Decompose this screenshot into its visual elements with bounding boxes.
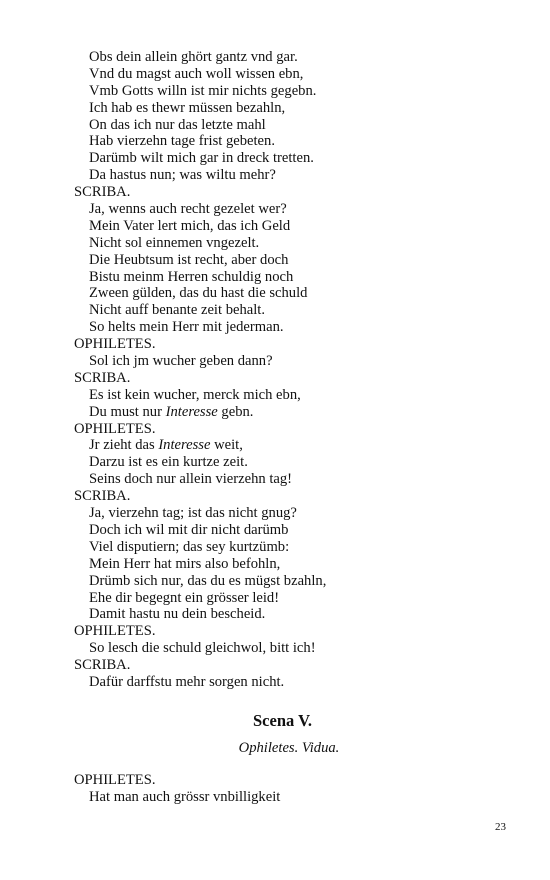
verse-line: So lesch die schuld gleichwol, bitt ich! xyxy=(89,640,316,657)
verse-line: Sol ich jm wucher geben dann? xyxy=(89,353,273,370)
page-number: 23 xyxy=(495,821,506,833)
verse-line: Hat man auch grössr vnbilligkeit xyxy=(89,788,281,805)
verse-line: Seins doch nur allein vierzehn tag! xyxy=(89,471,293,488)
verse-line: Ja, vierzehn tag; ist das nicht gnug? xyxy=(89,505,297,522)
verse-line xyxy=(0,404,550,421)
verse-line: Vmb Gotts willn ist mir nichts gegebn. xyxy=(89,82,317,99)
scene-title: Scena V. xyxy=(253,711,312,730)
scene-persons: Ophiletes. Vidua. xyxy=(238,740,340,756)
verse-line: Es ist kein wucher, merck mich ebn, xyxy=(89,386,301,403)
verse-line: Die Heubtsum ist recht, aber doch xyxy=(89,251,289,268)
verse-line: Darzu ist es ein kurtze zeit. xyxy=(89,454,248,471)
verse-line: Damit hastu nu dein bescheid. xyxy=(89,606,266,623)
verse-line: Da hastus nun; was wiltu mehr? xyxy=(89,167,276,184)
speaker-name: OPHILETES. xyxy=(74,336,156,353)
verse-fragment: weit, xyxy=(210,437,243,454)
dialogue-section xyxy=(0,49,550,691)
verse-line: Vnd du magst auch woll wissen ebn, xyxy=(89,65,304,82)
verse-line: Doch ich wil mit dir nicht darümb xyxy=(89,521,289,538)
verse-fragment: Jr zieht das xyxy=(89,437,159,454)
speaker-name: OPHILETES. xyxy=(74,623,156,640)
verse-line: So helts mein Herr mit jederman. xyxy=(89,319,284,336)
verse-line: Hab vierzehn tage frist gebeten. xyxy=(89,133,275,150)
speaker-name: OPHILETES. xyxy=(74,420,156,437)
speaker-name: OPHILETES. xyxy=(74,772,156,788)
verse-line: Ja, wenns auch recht gezelet wer? xyxy=(89,201,287,218)
verse-line: Nicht auff benante zeit behalt. xyxy=(89,302,265,319)
verse-line: Nicht sol einnemen vngezelt. xyxy=(89,234,260,251)
verse-line: Ich hab es thewr müssen bezahln, xyxy=(89,99,286,116)
italic-term: Interesse xyxy=(165,403,218,420)
verse-line: Obs dein allein ghört gantz vnd gar. xyxy=(89,49,298,65)
verse-line: On das ich nur das letzte mahl xyxy=(89,116,266,133)
speaker-name: SCRIBA. xyxy=(74,184,131,201)
verse-line: Darümb wilt mich gar in dreck tretten. xyxy=(89,150,314,167)
verse-line: Bistu meinm Herren schuldig noch xyxy=(89,268,294,285)
speaker-name: SCRIBA. xyxy=(74,488,131,505)
verse-line: Drümb sich nur, das du es mügst bzahln, xyxy=(89,572,327,589)
speaker-name: SCRIBA. xyxy=(74,657,131,674)
verse-line: Mein Herr hat mirs also befohln, xyxy=(89,555,281,572)
italic-term: Interesse xyxy=(158,437,211,454)
verse-fragment: Du must nur xyxy=(89,403,166,420)
verse-line: Viel disputiern; das sey kurtzümb: xyxy=(89,538,290,555)
verse-line: Mein Vater lert mich, das ich Geld xyxy=(89,217,291,234)
verse-line: Ehe dir begegnt ein grösser leid! xyxy=(89,589,280,606)
verse-line: Zween gülden, das du hast die schuld xyxy=(89,285,308,302)
verse-line xyxy=(0,437,550,454)
verse-line: Dafür darffstu mehr sorgen nicht. xyxy=(89,673,285,690)
speaker-name: SCRIBA. xyxy=(74,369,131,386)
scene-dialogue-section xyxy=(0,772,550,806)
verse-fragment: gebn. xyxy=(217,403,254,420)
